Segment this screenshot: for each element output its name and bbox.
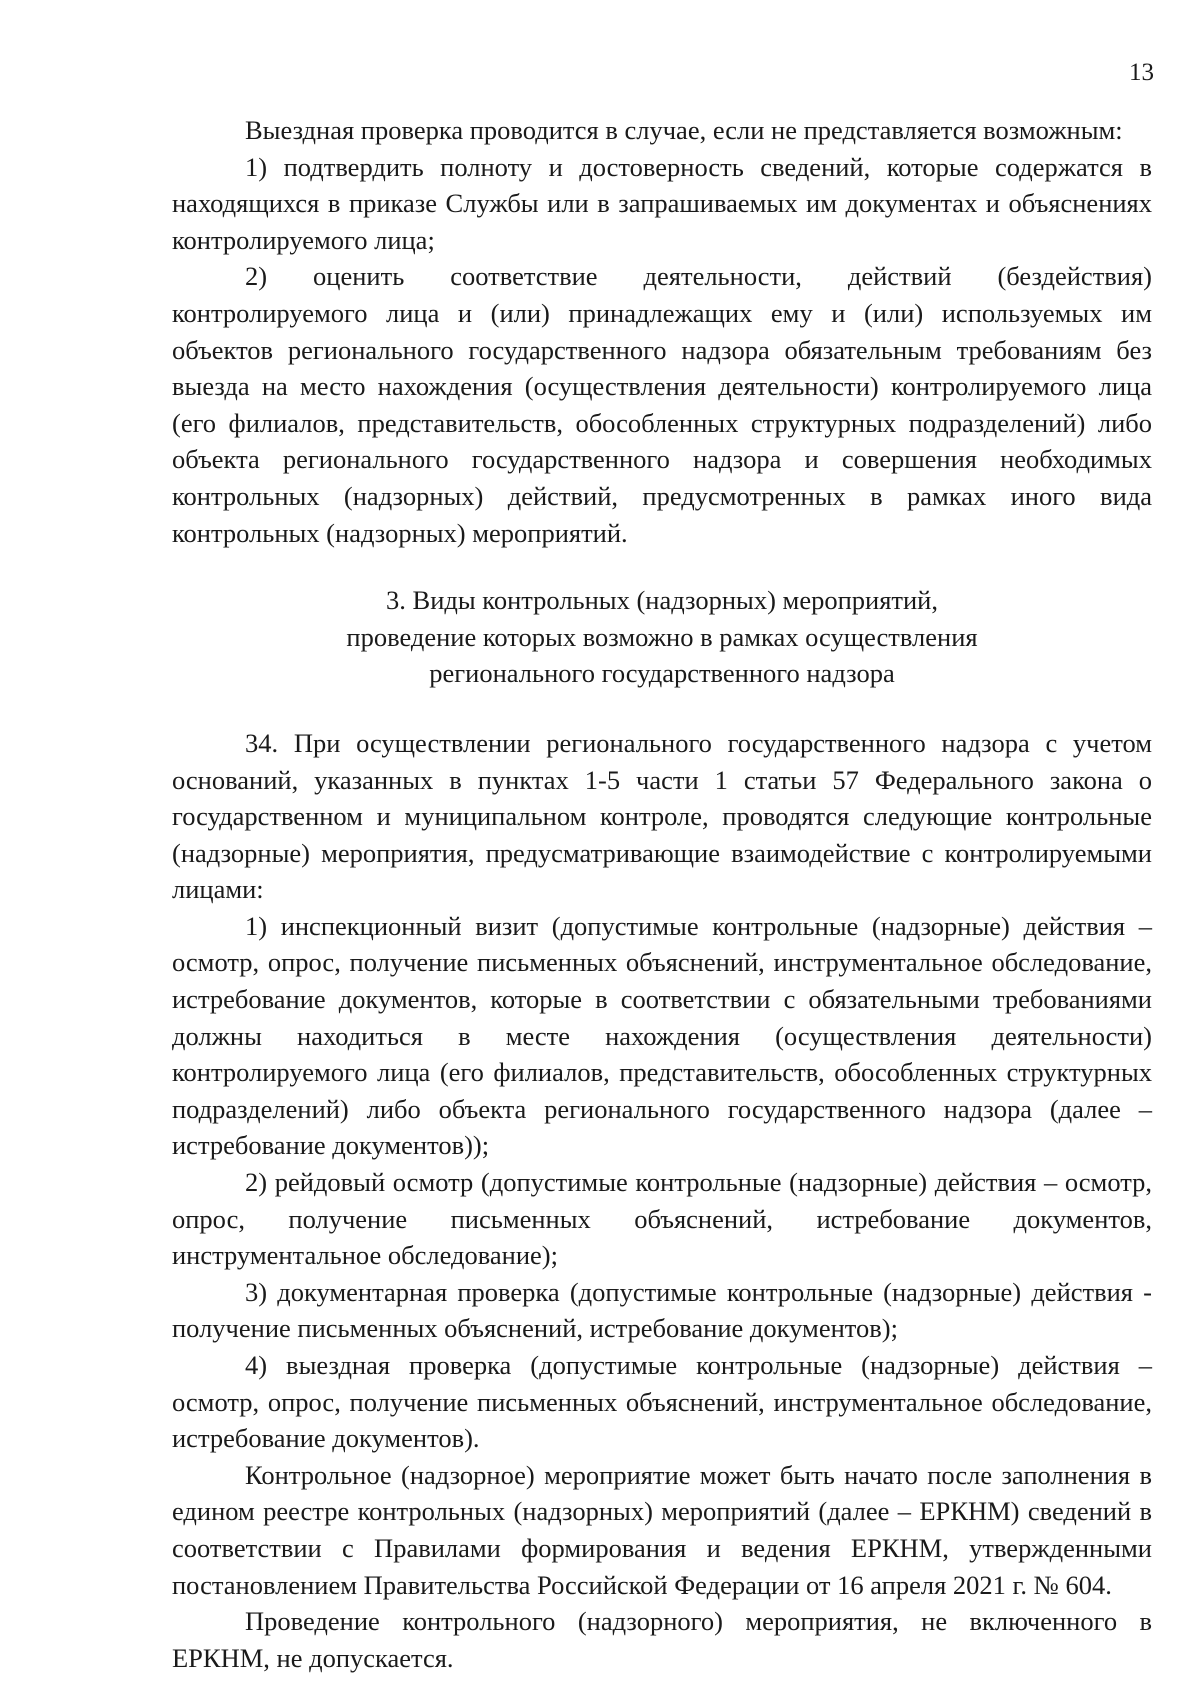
intro-lead-paragraph: Выездная проверка проводится в случае, если не представляется возможным: xyxy=(245,115,1123,145)
section-heading-line-1: 3. Виды контрольных (надзорных) мероприятий, xyxy=(386,585,938,616)
section-heading-line-2: проведение которых возможно в рамках осуществления xyxy=(346,621,978,652)
section-heading-line-3: регионального государственного надзора xyxy=(429,658,895,689)
list-item-raid-inspection: 2) рейдовый осмотр (допустимые контрольные (надзорные) действия – осмотр, опрос, получение письменных объяснений, истребование документов, инструментальное обследование); xyxy=(172,1167,1152,1271)
restriction-paragraph: Проведение контрольного (надзорного) мероприятия, не включенного в ЕРКНМ, не допускается. xyxy=(172,1606,1152,1673)
list-item-field-check: 4) выездная проверка (допустимые контрольные (надзорные) действия – осмотр, опрос, получение письменных объяснений, инструментальное обследование, истребование документов). xyxy=(172,1350,1152,1454)
section-heading xyxy=(172,582,1152,692)
intro-item-1: 1) подтвердить полноту и достоверность сведений, которые содержатся в находящихся в приказе Службы или в запрашиваемых им документах и объяснениях контролируемого лица; xyxy=(172,151,1152,255)
list-item-documentary-check: 3) документарная проверка (допустимые контрольные (надзорные) действия - получение письменных объяснений, истребование документов); xyxy=(172,1276,1152,1344)
list-item-inspection-visit: 1) инспекционный визит (допустимые контрольные (надзорные) действия – осмотр, опрос, получение письменных объяснений, инструментальное обследование, истребование документов, которые в соответствии с обязательными требованиями должны находиться в месте нахождения (осуществления деятельности) контролируемого лица (его филиалов, представительств, обособленных структурных подразделений) либо объекта регионального государственного надзора (далее – истребование документов)); xyxy=(172,910,1152,1161)
paragraph-34: 34. При осуществлении регионального государственного надзора с учетом оснований, указанных в пунктах 1-5 части 1 статьи 57 Федерального закона о государственном и муниципальном контроле, проводятся следующие контрольные (надзорные) мероприятия, предусматривающие взаимодействие с контролируемыми лицами: xyxy=(172,727,1152,905)
page-number: 13 xyxy=(1129,59,1154,86)
start-condition-paragraph: Контрольное (надзорное) мероприятие может быть начато после заполнения в едином реестре контрольных (надзорных) мероприятий (далее – ЕРКНМ) сведений в соответствии с Правилами формирования и ведения ЕРКНМ, утвержденными постановлением Правительства Российской Федерации от 16 апреля 2021 г. № 604. xyxy=(172,1459,1152,1600)
intro-item-2: 2) оценить соответствие деятельности, действий (бездействия) контролируемого лица и (или) принадлежащих ему и (или) используемых им объектов регионального государственного надзора обязательным требованиям без выезда на место нахождения (осуществления деятельности) контролируемого лица (его филиалов, представительств, обособленных структурных подразделений) либо объекта регионального государственного надзора и совершения необходимых контрольных (надзорных) действий, предусмотренных в рамках иного вида контрольных (надзорных) мероприятий. xyxy=(172,261,1152,548)
document-body xyxy=(172,112,1152,1676)
